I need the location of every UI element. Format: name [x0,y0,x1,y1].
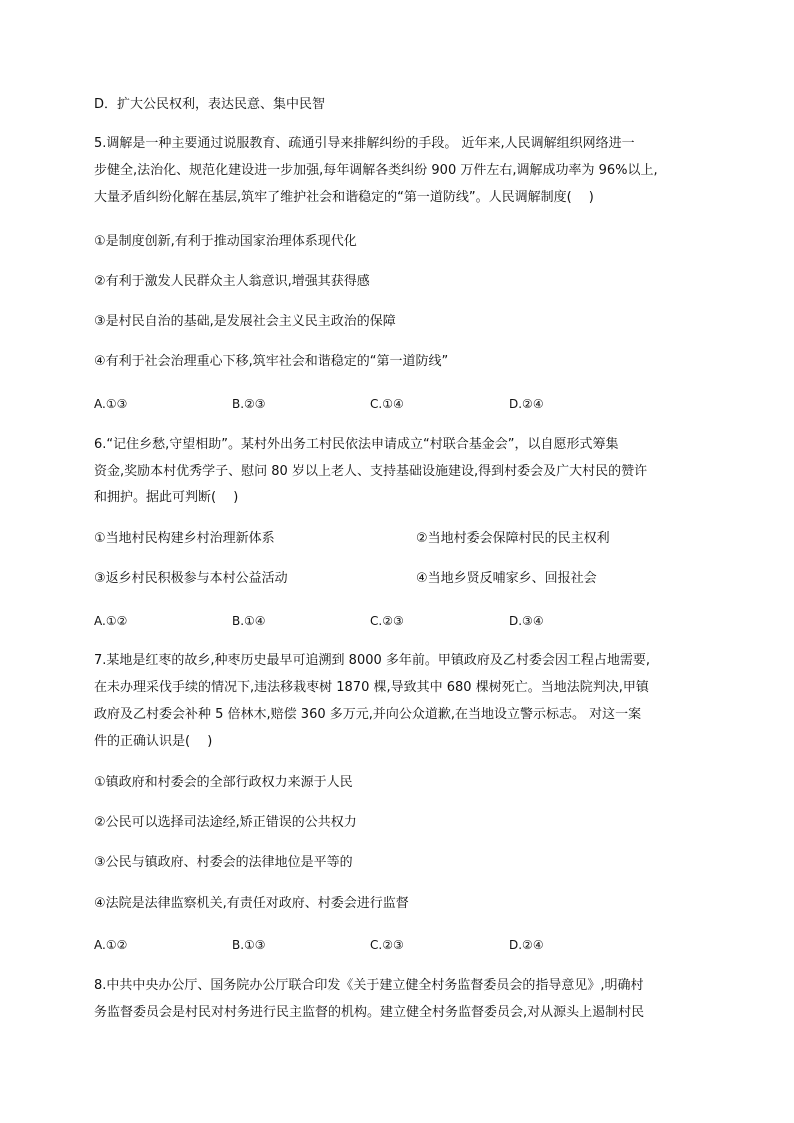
q5-statement-1: ①是制度创新,有利于推动国家治理体系现代化 [94,234,357,249]
q5-choice-d: D.②④ [509,397,544,411]
q7-statement-4: ④法院是法律监察机关,有责任对政府、村委会进行监督 [94,896,409,911]
q5-choice-b: B.②③ [232,397,266,411]
q7-choice-b: B.①③ [232,938,266,952]
q7-stem-line-4: 件的正确认识是( ) [94,734,213,749]
q6-statement-2: ②当地村委会保障村民的民主权利 [416,531,610,546]
q6-statement-1: ①当地村民构建乡村治理新体系 [94,531,275,546]
q5-stem-line-2: 步健全,法治化、规范化建设进一步加强,每年调解各类纠纷 900 万件左右,调解成功率为 96%以上, [94,163,658,178]
q5-stem-line-1: 5.调解是一种主要通过说服教育、疏通引导来排解纠纷的手段。 近年来,人民调解组织网络进一 [94,136,635,151]
q7-stem-line-2: 在未办理采伐手续的情况下,违法移栽枣树 1870 棵,导致其中 680 棵树死亡。当地法院判决,甲镇 [94,680,649,695]
q5-stem-line-3: 大量矛盾纠纷化解在基层,筑牢了维护社会和谐稳定的“第一道防线”。人民调解制度( ) [94,190,594,205]
q7-choice-c: C.②③ [370,938,404,952]
q6-statement-4: ④当地乡贤反哺家乡、回报社会 [416,571,597,586]
q6-stem-line-3: 和拥护。据此可判断( ) [94,490,239,505]
q6-choice-d: D.③④ [509,614,544,628]
q6-choice-a: A.①② [94,614,128,628]
q5-statement-3: ③是村民自治的基础,是发展社会主义民主政治的保障 [94,314,396,329]
q6-stem-line-1: 6.“记住乡愁,守望相助”。某村外出务工村民依法申请成立“村联合基金会”，以自愿形式筹集 [94,437,619,452]
q5-statement-2: ②有利于激发人民群众主人翁意识,增强其获得感 [94,274,370,289]
q5-choice-a: A.①③ [94,397,128,411]
q7-choice-d: D.②④ [509,938,544,952]
q8-stem-line-2: 务监督委员会是村民对村务进行民主监督的机构。建立健全村务监督委员会,对从源头上遏制村民 [94,1005,645,1020]
q6-choice-b: B.①④ [232,614,266,628]
q7-stem-line-3: 政府及乙村委会补种 5 倍林木,赔偿 360 多万元,并向公众道歉,在当地设立警示标志。 对这一案 [94,707,642,722]
q6-choice-c: C.②③ [370,614,404,628]
q7-stem-line-1: 7.某地是红枣的故乡,种枣历史最早可追溯到 8000 多年前。甲镇政府及乙村委会因工程占地需要, [94,653,651,668]
q7-statement-3: ③公民与镇政府、村委会的法律地位是平等的 [94,855,353,870]
q4-option-d: D．扩大公民权利，表达民意、集中民智 [94,97,326,112]
q8-stem-line-1: 8.中共中央办公厅、国务院办公厅联合印发《关于建立健全村务监督委员会的指导意见》,明确村 [94,978,644,993]
q6-stem-line-2: 资金,奖励本村优秀学子、慰问 80 岁以上老人、支持基础设施建设,得到村委会及广大村民的赞许 [94,464,648,479]
q7-statement-1: ①镇政府和村委会的全部行政权力来源于人民 [94,775,353,790]
q7-choice-a: A.①② [94,938,128,952]
q5-choice-c: C.①④ [370,397,404,411]
q6-statement-3: ③返乡村民积极参与本村公益活动 [94,571,288,586]
q5-statement-4: ④有利于社会治理重心下移,筑牢社会和谐稳定的“第一道防线” [94,354,449,369]
q7-statement-2: ②公民可以选择司法途经,矫正错误的公共权力 [94,815,357,830]
